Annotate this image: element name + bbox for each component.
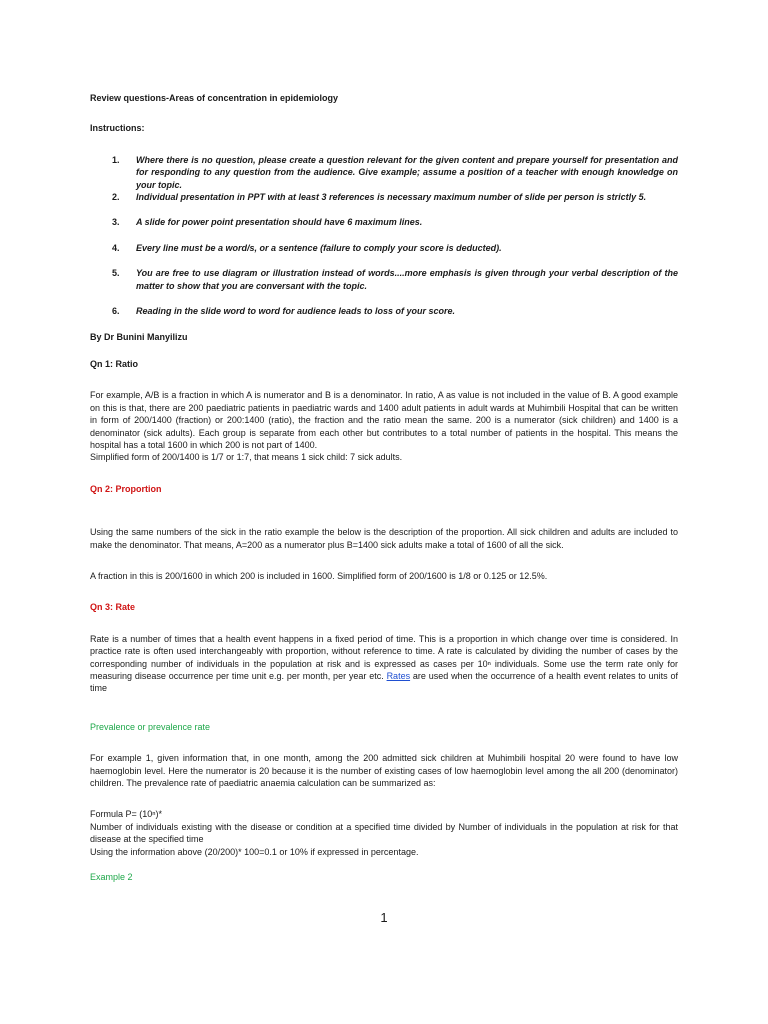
qn2-paragraph: Using the same numbers of the sick in the ratio example the below is the description of the proportion. All sick children and adults are included to make the denominator. That means, A=200 as a numerator plus B=1400 sick adults make a total of 1600 of all the sick. bbox=[90, 527, 678, 550]
qn2-heading: Qn 2: Proportion bbox=[90, 483, 162, 494]
instruction-number: 6. bbox=[112, 306, 120, 317]
instruction-item bbox=[90, 242, 678, 254]
instruction-number: 4. bbox=[112, 242, 120, 253]
prevalence-formula-description: Number of individuals existing with the disease or condition at a specified time divided by Number of individuals in the population at risk for that disease at the specified time bbox=[90, 821, 678, 845]
instructions-list bbox=[90, 154, 678, 318]
qn2-fraction: A fraction in this is 200/1600 in which 200 is included in 1600. Simplified form of 200/1600 is 1/8 or 0.125 or 12.5%. bbox=[90, 570, 548, 581]
rates-link[interactable]: Rates bbox=[386, 670, 411, 681]
instruction-number: 5. bbox=[112, 268, 120, 279]
page-number: 1 bbox=[380, 910, 388, 925]
instruction-number: 3. bbox=[112, 217, 120, 228]
instruction-text: A slide for power point presentation should have 6 maximum lines. bbox=[136, 217, 423, 228]
qn3-text-after-link: are used when the occurrence of a health event relates to units of time bbox=[90, 670, 678, 694]
prevalence-calculation: Using the information above (20/200)* 100=0.1 or 10% if expressed in percentage. bbox=[90, 846, 419, 857]
qn3-text-before-link: Rate is a number of times that a health event happens in a fixed period of time. This is a proportion in which change over time is considered. In practice rate is often used interchangeably with proportion, without reference to time. A rate is calculated by dividing the number of cases by the corresponding number of individuals in the population at risk and is expressed as cases per 10ⁿ individuals. Some use the term rate only for measuring disease occurrence per time unit e.g. per month, per year etc. bbox=[90, 633, 678, 681]
qn1-simplified: Simplified form of 200/1400 is 1/7 or 1:7, that means 1 sick child: 7 sick adults. bbox=[90, 452, 403, 463]
document-page bbox=[90, 92, 678, 883]
instruction-item bbox=[90, 191, 678, 203]
instruction-number: 2. bbox=[112, 192, 120, 203]
qn1-heading: Qn 1: Ratio bbox=[90, 358, 139, 369]
qn3-heading: Qn 3: Rate bbox=[90, 602, 136, 613]
instruction-item bbox=[90, 267, 678, 292]
qn3-paragraph bbox=[90, 633, 678, 695]
instruction-text: Reading in the slide word to word for audience leads to loss of your score. bbox=[136, 306, 456, 317]
instructions-label: Instructions: bbox=[90, 123, 145, 134]
prevalence-paragraph: For example 1, given information that, in one month, among the 200 admitted sick children at Muhimbili hospital 20 were found to have low haemoglobin level. Here the numerator is 20 because it is the number of existing cases of low haemoglobin level among the all 200 (denominator) children. The prevalence rate of paediatric anaemia calculation can be summarized as: bbox=[90, 753, 678, 788]
author-line: By Dr Bunini Manyilizu bbox=[90, 332, 188, 343]
instruction-number: 1. bbox=[112, 154, 120, 165]
instruction-text: You are free to use diagram or illustration instead of words....more emphasis is given through your verbal description of the matter to show that you are conversant with the topic. bbox=[136, 268, 678, 291]
example-2-heading: Example 2 bbox=[90, 872, 133, 883]
prevalence-formula: Formula P= (10ⁿ)* bbox=[90, 809, 163, 820]
instruction-text: Individual presentation in PPT with at least 3 references is necessary maximum number of slide per person is strictly 5. bbox=[136, 192, 647, 203]
instruction-text: Every line must be a word/s, or a sentence (failure to comply your score is deducted). bbox=[136, 242, 502, 253]
instruction-item bbox=[90, 216, 678, 228]
instruction-item bbox=[90, 305, 678, 317]
qn1-paragraph: For example, A/B is a fraction in which A is numerator and B is a denominator. In ratio, A as value is not included in the value of B. A good example on this is that, there are 200 paediatric patients in paediatric wards and 1400 adult patients in adult wards at Muhimbili Hospital that can be written in form of 200/1400 (fraction) or 200:1400 (ratio), the fraction and the ratio mean the same. 200 is a numerator (sick children) and 1400 is a denominator (sick adults). Each group is separate from each other but contributes to a total number of patients in the hospital. This means the hospital has a total 1600 in which 200 is not part of 1400. bbox=[90, 390, 678, 450]
prevalence-heading: Prevalence or prevalence rate bbox=[90, 721, 211, 732]
instruction-item bbox=[90, 154, 678, 191]
document-title: Review questions-Areas of concentration in epidemiology bbox=[90, 93, 339, 103]
instruction-text: Where there is no question, please create a question relevant for the given content and prepare yourself for presentation and for responding to any question from the audience. Give example; assume a position of a teacher with enough knowledge on your topic. bbox=[136, 154, 678, 190]
